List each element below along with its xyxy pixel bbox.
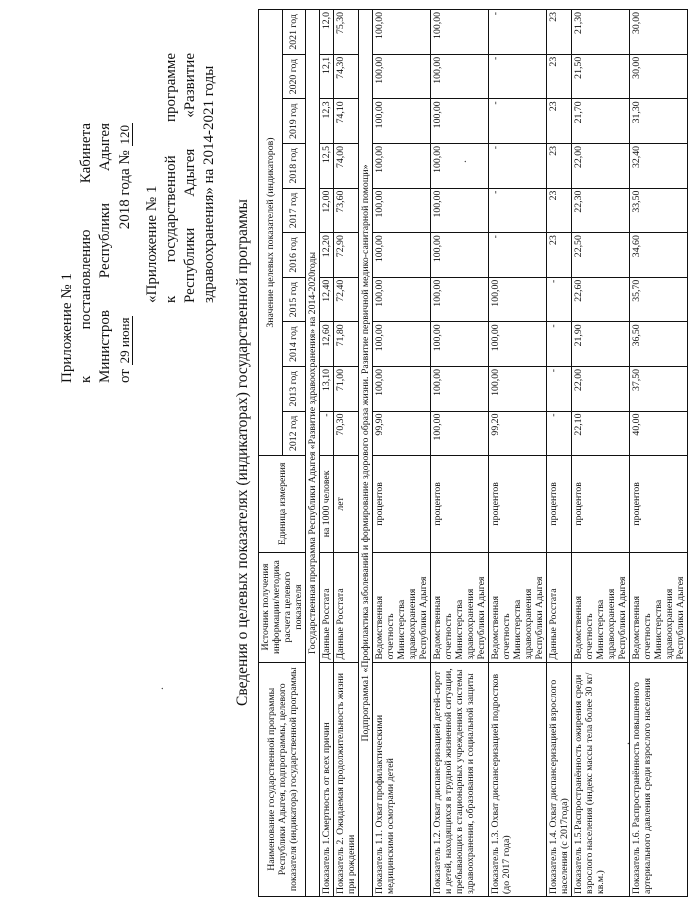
page-title: Сведения о целевых показателях (индикаторах) государственной программы [234,199,251,706]
stray-mark: . [618,742,632,745]
indicator-value: 100,00 [431,411,489,456]
indicator-value: 74,10 [334,99,359,144]
indicators-table [258,9,688,897]
indicator-value: 100,00 [431,54,489,99]
indicator-value: 36,50 [630,322,688,367]
indicator-value: - [489,54,547,99]
program-header [143,53,219,303]
indicator-source: Ведомственная отчетность Министерства здравоохранения Республики Адыгея [630,552,688,662]
header-word: Кабинета [78,123,94,184]
year-header: 2019 год [282,99,306,144]
indicator-unit: на 1000 человек [320,456,334,552]
indicator-value: 23 [547,54,572,99]
col-header-source: Источник получения информации/методика расчета целевого показателя [259,552,306,662]
header-word: к [78,375,94,383]
indicator-value: 23 [547,143,572,188]
indicator-value: 12,00 [320,188,334,233]
indicator-value: - [489,188,547,233]
table-row [431,10,489,897]
header-word: постановлению [78,229,94,330]
year-header: 2014 год [282,322,306,367]
indicator-value: 71,80 [334,322,359,367]
indicator-value: 12,40 [320,277,334,322]
indicator-value: 22,60 [572,277,630,322]
decree-header [58,123,135,383]
indicator-value: 22,00 [572,143,630,188]
indicator-value: 100,00 [373,10,431,55]
table-row [320,10,334,897]
indicator-source: Ведомственная отчетность Министерства здравоохранения Республики Адыгея [373,552,431,662]
indicator-value: 33,50 [630,188,688,233]
indicator-value: 30,00 [630,10,688,55]
table-row [489,10,547,897]
indicator-value: 100,00 [373,366,431,411]
header-word: государственной [163,155,179,263]
year-header: 2016 год [282,233,306,278]
indicator-value: 12,3 [320,99,334,144]
table-row [547,10,572,897]
indicator-value: 100,00 [373,233,431,278]
header-word: «Развитие [182,53,198,118]
indicator-value: 23 [547,233,572,278]
year-header: 2021 год [282,10,306,55]
indicator-value: 22,00 [572,366,630,411]
section-row [306,10,320,897]
indicator-unit: процентов [431,456,489,552]
indicator-value: 22,50 [572,233,630,278]
indicator-name: Показатель 1.4. Охват диспансеризацией взрослого населения (с 2017года) [547,662,572,896]
indicator-value: 31,30 [630,99,688,144]
indicator-unit: процентов [572,456,630,552]
indicator-value: 72,40 [334,277,359,322]
indicator-value: - [489,143,547,188]
indicator-value: 13,10 [320,366,334,411]
year-header: 2012 год [282,411,306,456]
indicator-value: 100,00 [373,188,431,233]
indicator-source: Данные Росстата [334,552,359,662]
indicator-value: 74,30 [334,54,359,99]
year-header: 2017 год [282,188,306,233]
indicator-value: - [547,322,572,367]
indicator-name: Показатель 1.1. Охват профилактическими медицинскими осмотрами детей [373,662,431,896]
indicator-name: Показатель 2. Ожидаемая продолжительность жизни при рождении [334,662,359,896]
year-header: 2020 год [282,54,306,99]
section-subprogram: Подпрограмма1 «Профилактика заболеваний и формирование здорового образа жизни. Развитие первичной медико-санитарной помощи» [359,10,373,897]
indicator-value: 30,00 [630,54,688,99]
indicator-value: 100,00 [431,99,489,144]
decree-year: 2018 года № [117,150,133,230]
indicator-value: 75,30 [334,10,359,55]
indicator-source: Данные Росстата [547,552,572,662]
indicator-unit: процентов [489,456,547,552]
date-prefix: от [117,369,133,383]
indicator-value: 21,90 [572,322,630,367]
indicator-unit: лет [334,456,359,552]
indicator-value: 37,50 [630,366,688,411]
header-word: Адыгея [97,123,113,172]
year-header: 2013 год [282,366,306,411]
indicator-value: - [547,411,572,456]
indicator-value: 100,00 [373,277,431,322]
indicator-value: 100,00 [431,188,489,233]
indicator-value: 23 [547,10,572,55]
indicator-name: Показатель 1.3. Охват диспансеризацией подростков (до 2017 года) [489,662,547,896]
indicator-value: 35,70 [630,277,688,322]
indicator-value: 12,1 [320,54,334,99]
indicator-value: 100,00 [373,54,431,99]
indicator-unit: процентов [373,456,431,552]
table-row [373,10,431,897]
indicator-value: 21,50 [572,54,630,99]
table-row [572,10,630,897]
indicator-name: Показатель 1.2. Охват диспансеризацией детей-сирот и детей, находящихся в трудной жизненной ситуации, пребывающих в стационарных учреждениях системы здравоохранения, образования и социальной защиты [431,662,489,896]
indicator-value: 72,90 [334,233,359,278]
header-word: Республики [97,202,113,279]
header-word: Адыгея [182,148,198,197]
table-row [630,10,688,897]
indicator-value: 100,00 [489,366,547,411]
indicator-value: - [547,366,572,411]
indicator-value: 99,20 [489,411,547,456]
header-word: Республики [182,227,198,303]
indicator-value: 12,20 [320,233,334,278]
col-header-values: Значение целевых показателей (индикаторов) [259,10,283,456]
table-row [334,10,359,897]
stray-mark: . [152,687,166,690]
header-word: к [163,295,179,303]
indicator-value: - [547,277,572,322]
indicator-value: 100,00 [431,10,489,55]
col-header-name: Наименование государственной программы Республики Адыгея, подпрограммы, целевого показателя (индикатора) государственной программы [259,662,306,896]
indicator-value: 100,00 [489,277,547,322]
header-word: программе [163,53,179,122]
stray-mark: . [455,160,469,163]
indicator-value: 22,30 [572,188,630,233]
indicator-value: 23 [547,99,572,144]
indicator-value: 100,00 [373,322,431,367]
year-header: 2015 год [282,277,306,322]
indicator-source: Данные Росстата [320,552,334,662]
indicator-value: 100,00 [431,143,489,188]
indicator-unit: процентов [547,456,572,552]
indicator-value: 73,60 [334,188,359,233]
section-row [359,10,373,897]
indicator-value: - [489,99,547,144]
indicator-value: 12,60 [320,322,334,367]
indicator-value: 74,00 [334,143,359,188]
indicator-name: Показатель 1.5.Распространённость ожирения среди взрослого населения (индекс массы тела более 30 кг/кв.м.) [572,662,630,896]
indicator-value: 40,00 [630,411,688,456]
indicator-value: - [320,411,334,456]
table-body [306,10,688,897]
indicator-value: 99,90 [373,411,431,456]
indicator-value: 100,00 [373,143,431,188]
indicator-value: 12,5 [320,143,334,188]
indicator-value: 100,00 [373,99,431,144]
indicator-source: Ведомственная отчетность Министерства здравоохранения Республики Адыгея [572,552,630,662]
indicator-value: 32,40 [630,143,688,188]
indicator-value: 12,0 [320,10,334,55]
section-program: Государственная программа Республики Адыгея «Развитие здравоохранения» на 2014-2020годы [306,10,320,897]
indicator-value: 34,60 [630,233,688,278]
indicator-value: 70,30 [334,411,359,456]
annex-title: Приложение № 1 [59,273,75,383]
indicator-value: - [489,233,547,278]
year-header: 2018 год [282,143,306,188]
indicator-value: 22,10 [572,411,630,456]
indicator-source: Ведомственная отчетность Министерства здравоохранения Республики Адыгея [431,552,489,662]
annex-title-2: «Приложение № 1 [144,185,160,303]
indicator-name: Показатель 1.Смертность от всех причин [320,662,334,896]
header-word: здравоохранения» на 2014-2021 годы [201,65,217,303]
indicator-value: 100,00 [431,277,489,322]
indicator-value: 21,70 [572,99,630,144]
indicator-value: 100,00 [431,322,489,367]
indicator-value: 100,00 [431,233,489,278]
col-header-unit: Единица измерения [259,456,306,552]
header-word: Министров [97,310,113,383]
decree-date: 29 июня [117,317,132,364]
indicator-value: 71,00 [334,366,359,411]
decree-number: 120 [117,125,132,145]
indicator-source: Ведомственная отчетность Министерства здравоохранения Республики Адыгея [489,552,547,662]
indicator-value: 21,30 [572,10,630,55]
indicator-name: Показатель 1.6. Распространённость повышенного артериального давления среди взрослого населения [630,662,688,896]
indicator-unit: процентов [630,456,688,552]
indicator-value: - [489,10,547,55]
indicator-value: 100,00 [431,366,489,411]
indicator-value: 100,00 [489,322,547,367]
indicator-value: 23 [547,188,572,233]
